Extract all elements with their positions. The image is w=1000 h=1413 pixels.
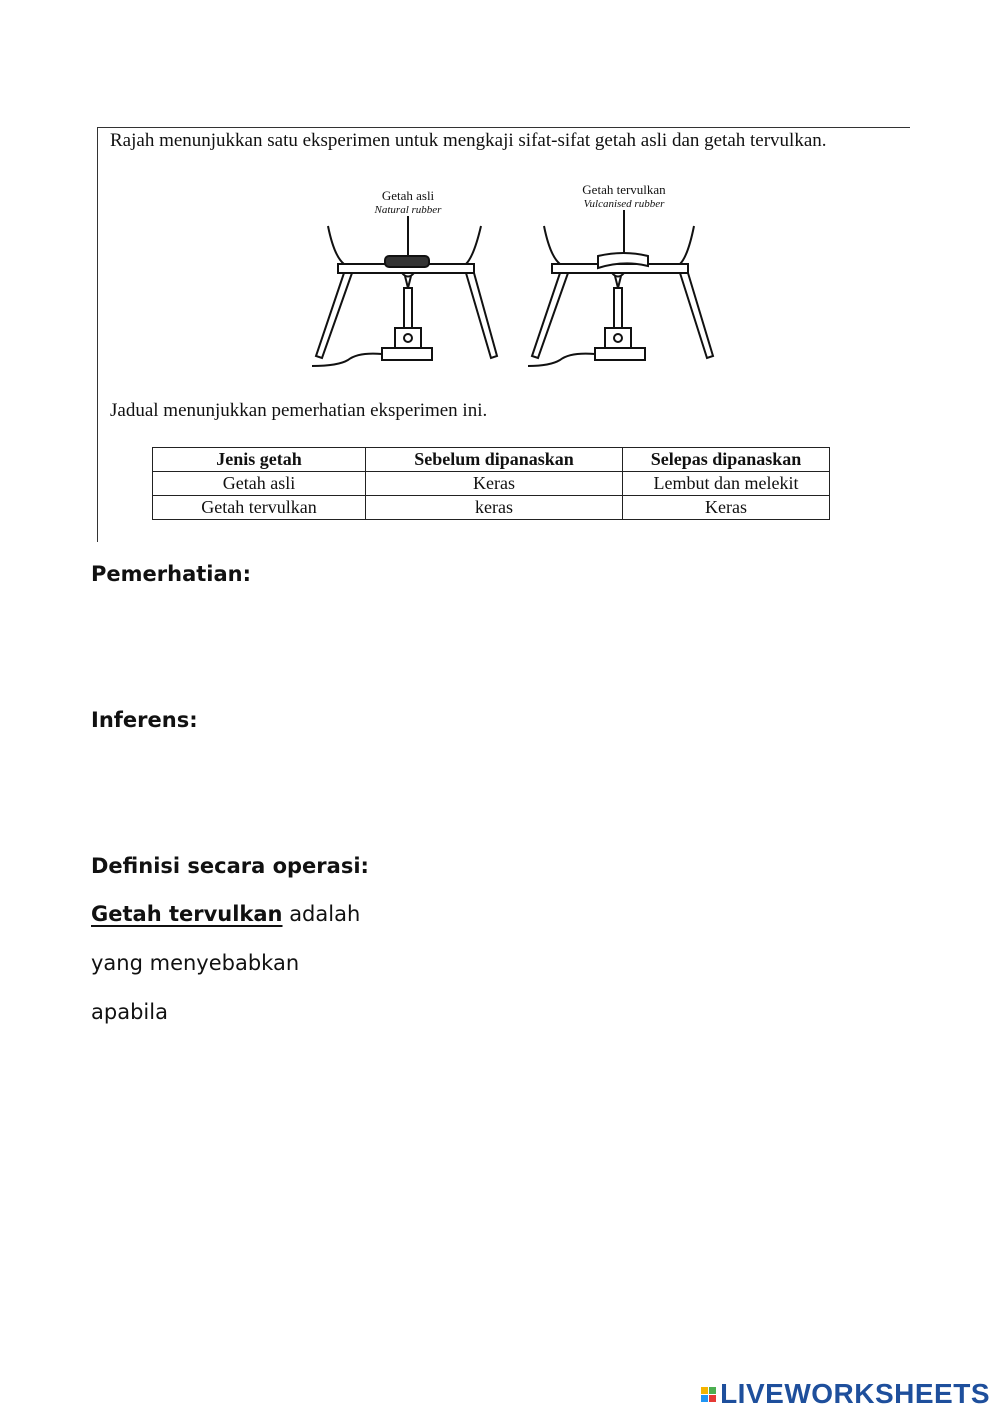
liveworksheets-logo-text: LIVEWORKSHEETS <box>720 1378 990 1409</box>
liveworksheets-logo[interactable] <box>701 1378 990 1410</box>
table-cell: Lembut dan melekit <box>623 472 830 496</box>
table-header-row <box>153 448 830 472</box>
table-row <box>153 472 830 496</box>
observation-table <box>152 447 830 520</box>
definition-line-3: apabila <box>91 1000 168 1024</box>
definition-heading: Definisi secara operasi: <box>91 854 369 878</box>
table-cell: keras <box>366 496 623 520</box>
table-row <box>153 496 830 520</box>
vulcanised-rubber-sublabel: Vulcanised rubber <box>583 198 665 210</box>
table-cell: Keras <box>623 496 830 520</box>
observation-heading: Pemerhatian: <box>91 562 251 586</box>
liveworksheets-logo-icon <box>701 1387 716 1402</box>
inference-heading: Inferens: <box>91 708 198 732</box>
logo-square <box>701 1395 708 1402</box>
logo-square <box>709 1387 716 1394</box>
question-intro: Rajah menunjukkan satu eksperimen untuk mengkaji sifat-sifat getah asli dan getah tervulkan. <box>110 130 827 151</box>
definition-line-2: yang menyebabkan <box>91 951 300 975</box>
table-header: Sebelum dipanaskan <box>366 448 623 472</box>
experiment-figure <box>298 176 738 376</box>
definition-line-1-rest: adalah <box>282 902 361 926</box>
definition-term: Getah tervulkan <box>91 902 283 926</box>
table-cell: Getah asli <box>153 472 366 496</box>
table-cell: Keras <box>366 472 623 496</box>
logo-square <box>709 1395 716 1402</box>
logo-square <box>701 1387 708 1394</box>
experiment-diagram <box>298 176 738 376</box>
question-box <box>97 127 910 542</box>
natural-rubber-sublabel: Natural rubber <box>374 204 442 216</box>
definition-line-1 <box>91 902 360 926</box>
table-cell: Getah tervulkan <box>153 496 366 520</box>
natural-rubber-label: Getah asli <box>381 188 435 203</box>
natural-rubber-setup <box>312 188 497 366</box>
vulcanised-rubber-setup <box>528 182 713 366</box>
table-intro: Jadual menunjukkan pemerhatian eksperimen ini. <box>110 400 488 421</box>
table-header: Jenis getah <box>153 448 366 472</box>
table-header: Selepas dipanaskan <box>623 448 830 472</box>
vulcanised-rubber-label: Getah tervulkan <box>582 182 666 197</box>
